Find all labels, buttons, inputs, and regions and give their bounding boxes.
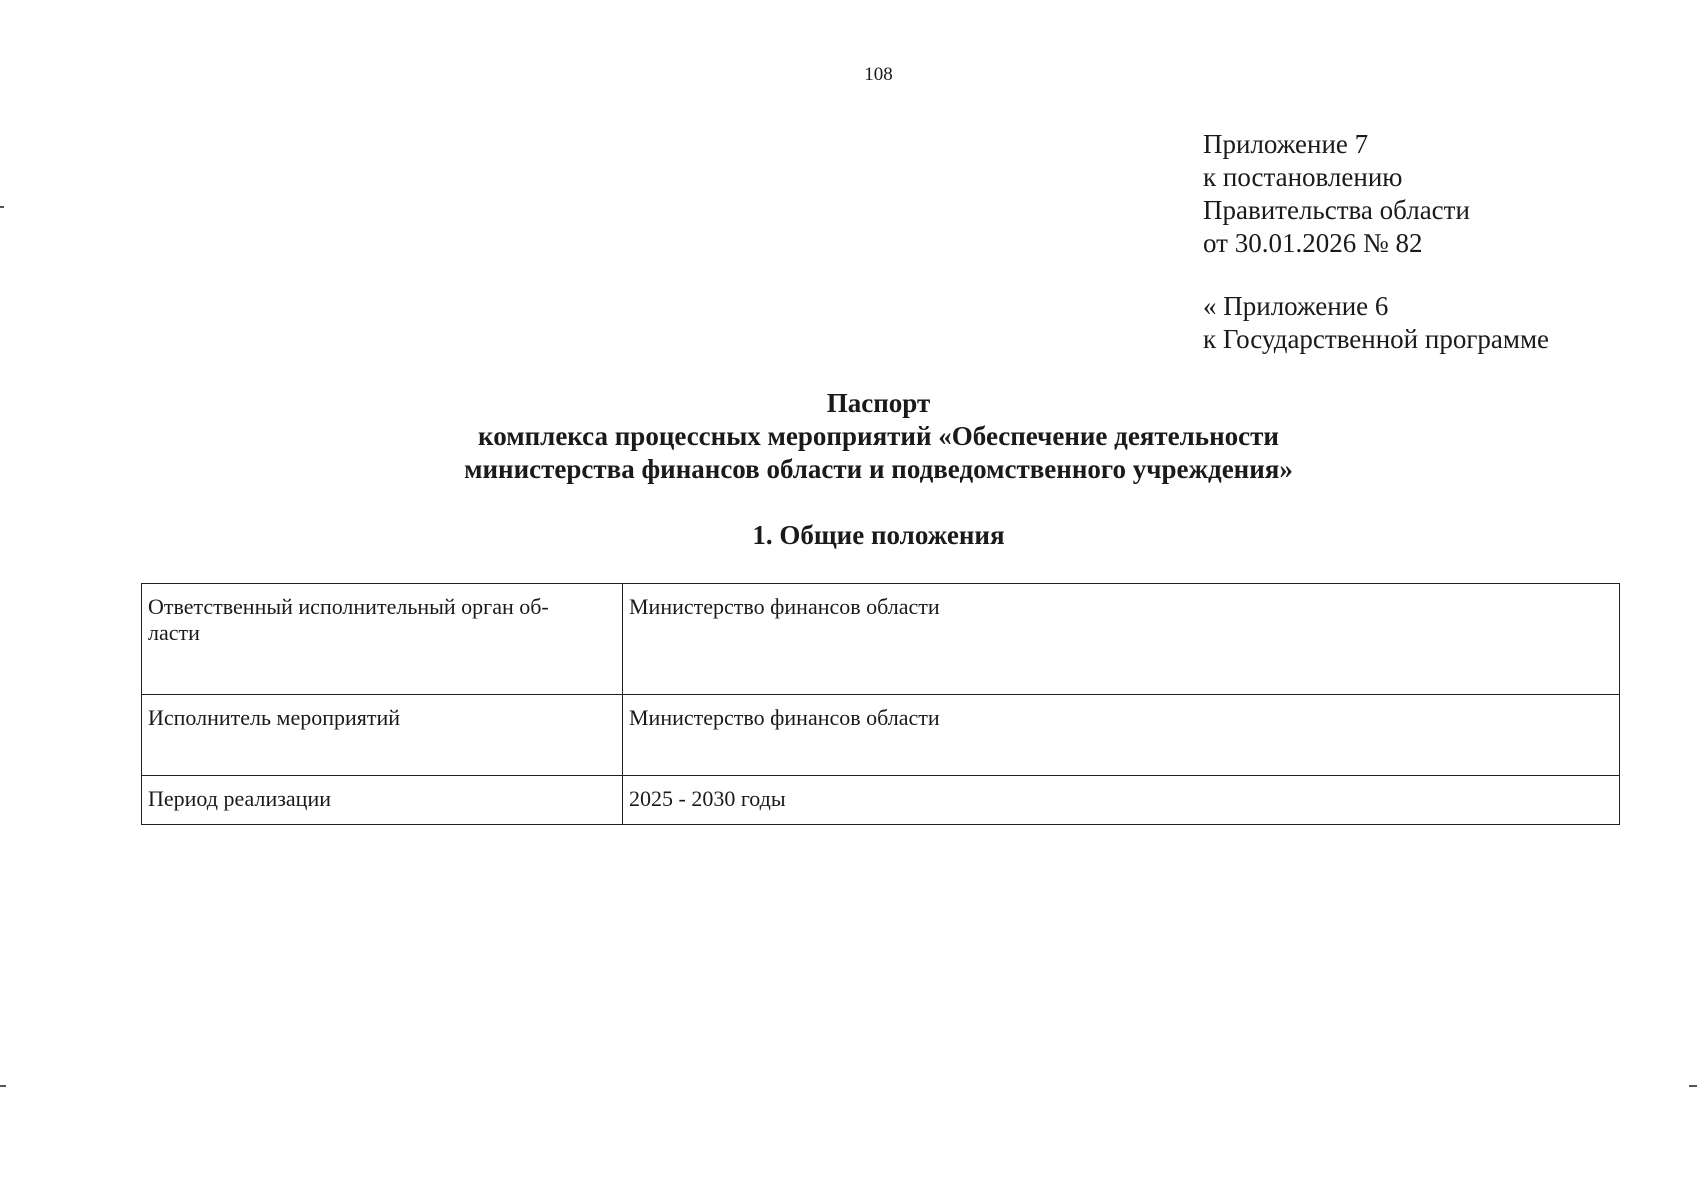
row-value: Министерство финансов области [623,584,1620,695]
general-provisions-table [141,583,1620,825]
row-label: Ответственный исполнительный орган об- ласти [142,584,623,695]
table-row [142,695,1620,776]
scan-margin-mark [1689,1085,1697,1087]
appendix-line: к Государственной программе [1203,324,1550,354]
document-title [30,387,1697,486]
scan-margin-mark [0,206,4,208]
scan-margin-mark [0,1085,6,1087]
page-number: 108 [864,64,893,85]
appendix-line: Приложение 7 [1203,129,1369,159]
title-line: комплекса процессных мероприятий «Обеспечение деятельности [478,421,1279,451]
appendix-gap [1203,260,1549,290]
row-value: 2025 - 2030 годы [623,776,1620,825]
appendix-block [1203,128,1549,356]
row-label: Период реализации [142,776,623,825]
title-line: министерства финансов области и подведомственного учреждения» [464,454,1293,484]
row-label: Исполнитель мероприятий [142,695,623,776]
appendix-line: « Приложение 6 [1203,291,1389,321]
appendix-line: от 30.01.2026 № 82 [1203,228,1423,258]
table-row [142,584,1620,695]
title-line: Паспорт [826,388,931,418]
row-value: Министерство финансов области [623,695,1620,776]
appendix-line: к постановлению [1203,162,1403,192]
table-row [142,776,1620,825]
section-heading: 1. Общие положения [752,520,1005,550]
appendix-line: Правительства области [1203,195,1470,225]
